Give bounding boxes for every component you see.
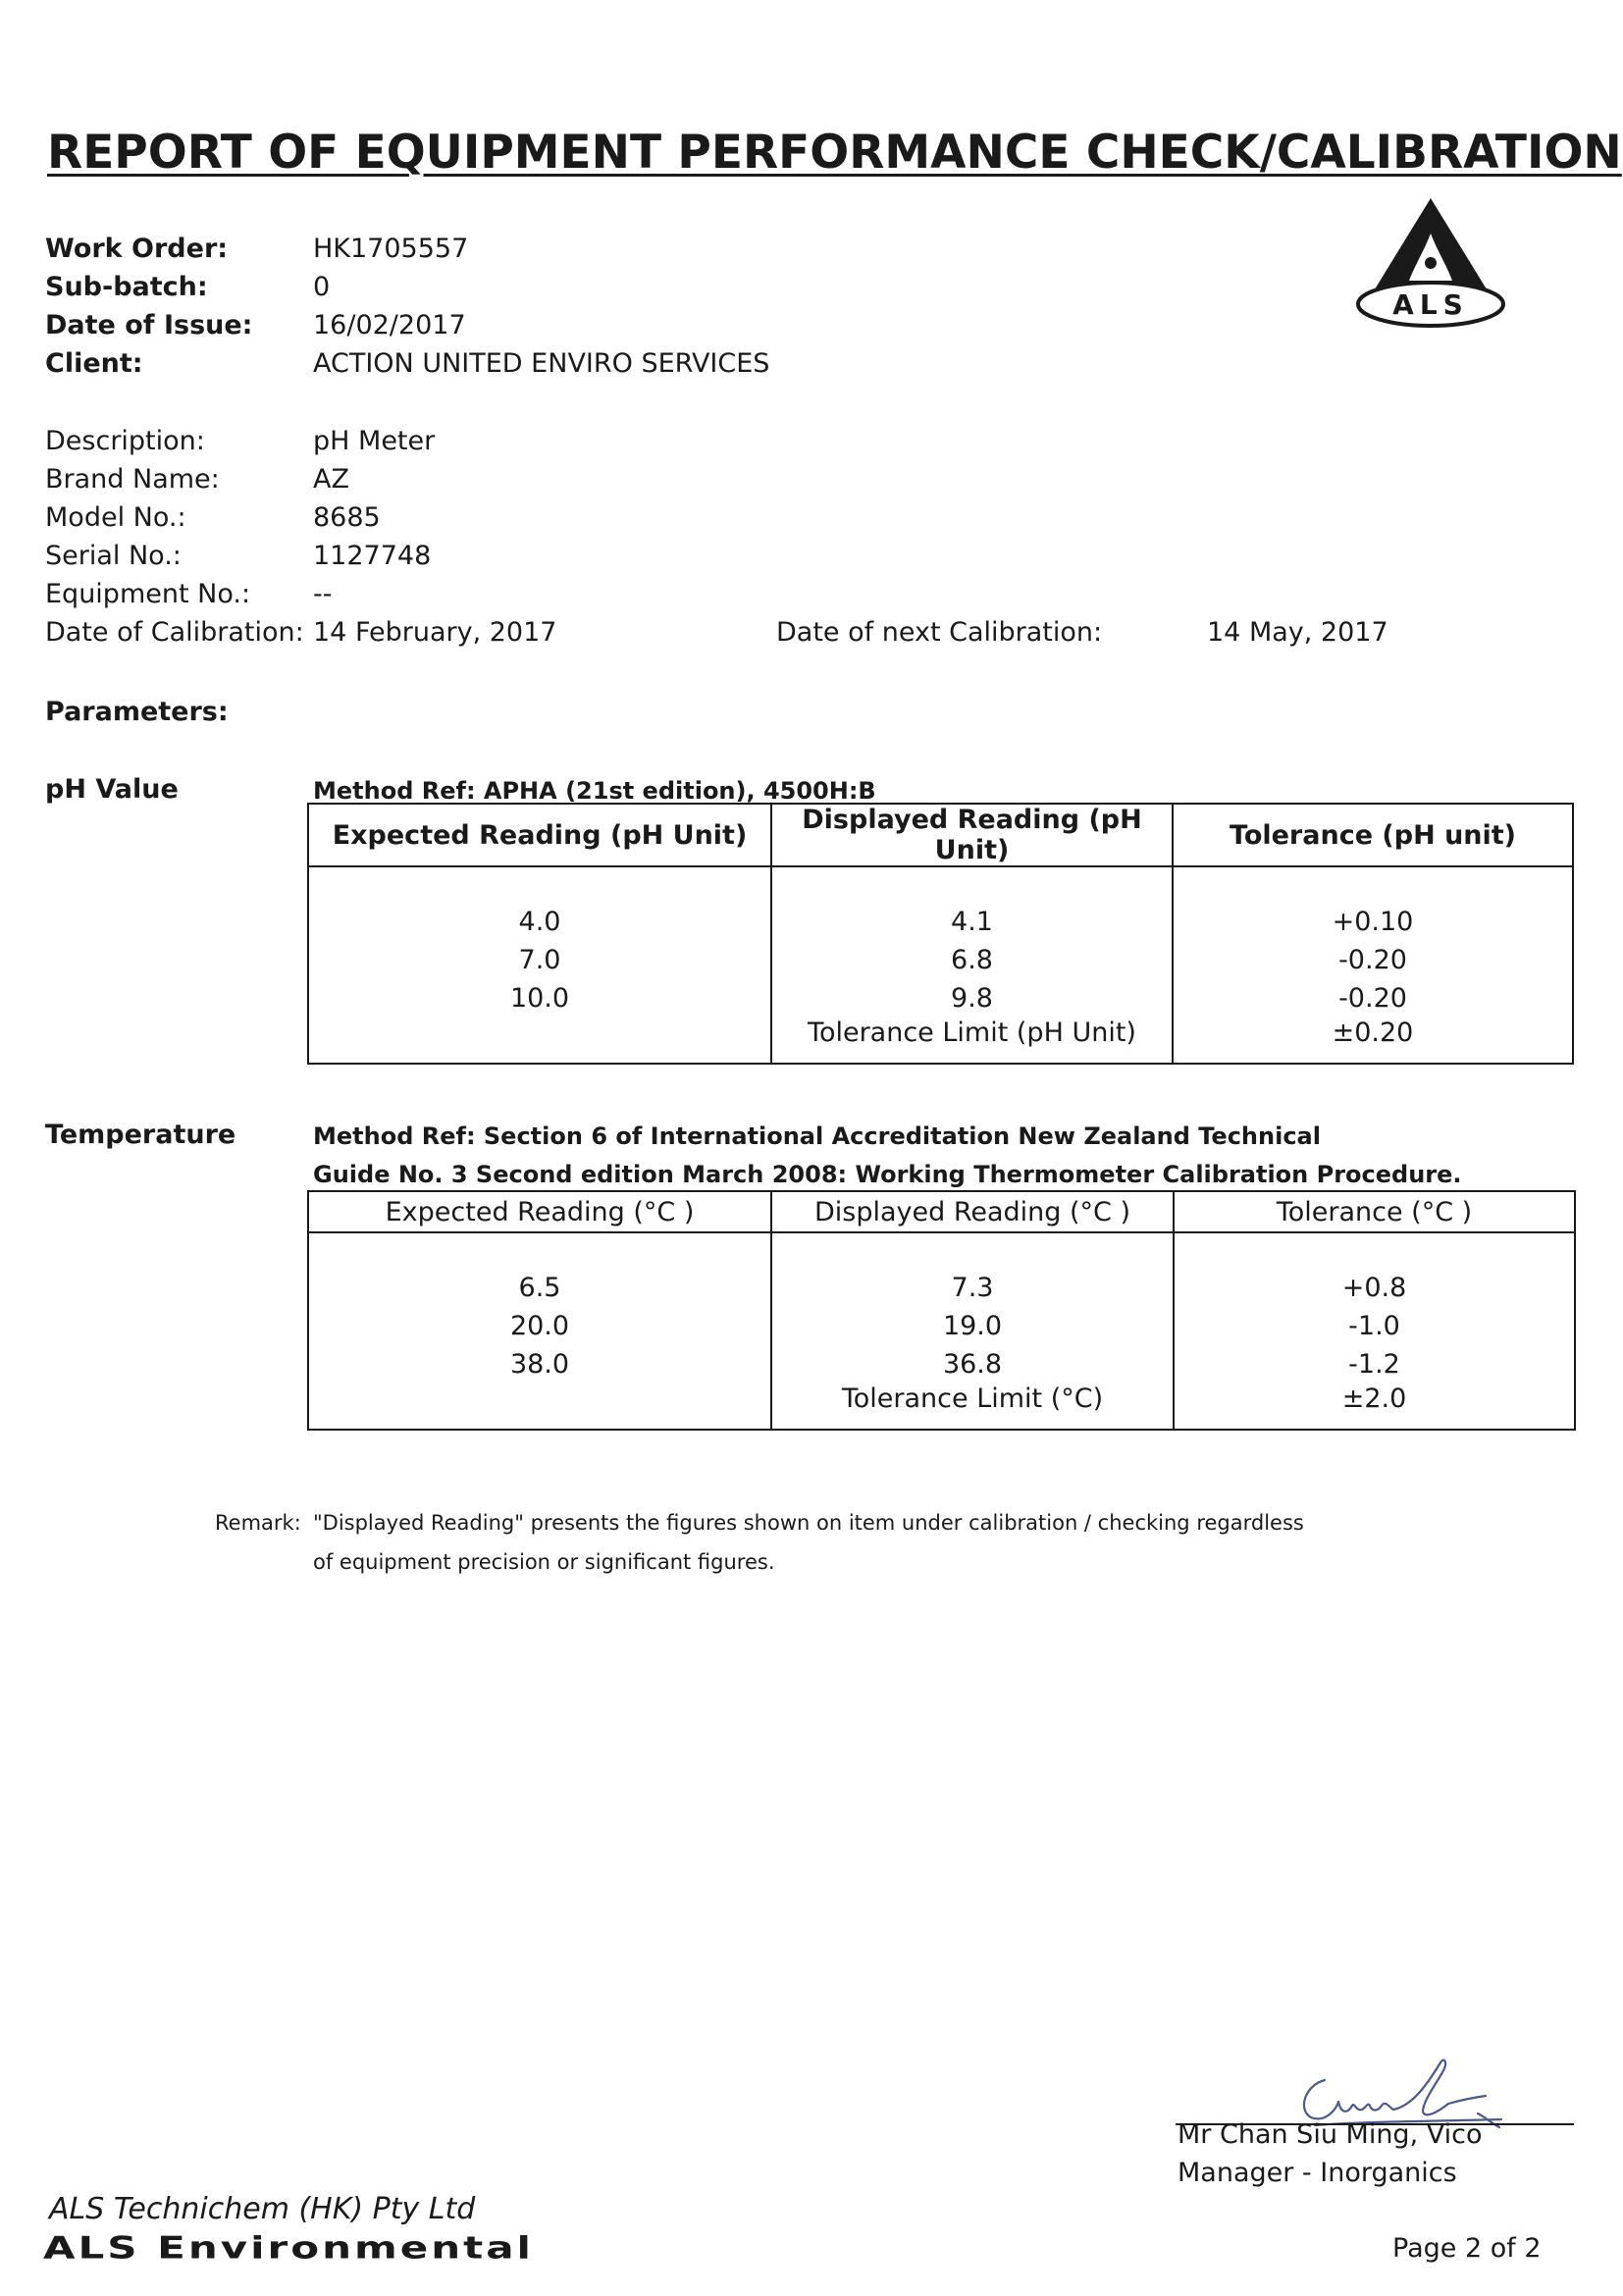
logo-text: ALS bbox=[1392, 288, 1469, 321]
client-label: Client: bbox=[45, 348, 143, 379]
ph-tolerance-values: +0.10 -0.20 -0.20 bbox=[1332, 907, 1414, 1014]
ph-tolerance-limit-label: Tolerance Limit (pH Unit) bbox=[771, 1018, 1173, 1064]
ph-displayed-values: 4.1 6.8 9.8 bbox=[951, 907, 993, 1014]
temp-header-expected: Expected Reading (°C ) bbox=[308, 1191, 771, 1232]
model-no-value: 8685 bbox=[313, 502, 381, 533]
temp-header-tolerance: Tolerance (°C ) bbox=[1174, 1191, 1575, 1232]
date-of-calibration-label: Date of Calibration: bbox=[45, 617, 304, 648]
page-number: Page 2 of 2 bbox=[1392, 2233, 1542, 2264]
temp-expected-values: 6.5 20.0 38.0 bbox=[509, 1273, 570, 1380]
date-of-issue-label: Date of Issue: bbox=[45, 310, 253, 340]
temp-limit-blank bbox=[308, 1383, 771, 1430]
brand-name-value: AZ bbox=[313, 464, 349, 495]
report-title: REPORT OF EQUIPMENT PERFORMANCE CHECK/CALIBRATION bbox=[47, 126, 1622, 180]
work-order-label: Work Order: bbox=[45, 234, 229, 264]
temperature-method-ref-line2: Guide No. 3 Second edition March 2008: Working Thermometer Calibration Procedure. bbox=[313, 1161, 1462, 1188]
work-order-value: HK1705557 bbox=[313, 234, 469, 264]
company-name: ALS Technichem (HK) Pty Ltd bbox=[49, 2192, 476, 2226]
date-of-calibration-value: 14 February, 2017 bbox=[313, 617, 557, 648]
ph-expected-values: 4.0 7.0 10.0 bbox=[509, 907, 570, 1014]
ph-tolerance-limit-value: ±0.20 bbox=[1173, 1018, 1573, 1064]
next-calibration-label: Date of next Calibration: bbox=[776, 617, 1103, 648]
description-value: pH Meter bbox=[313, 426, 436, 456]
serial-no-value: 1127748 bbox=[313, 541, 432, 571]
client-value: ACTION UNITED ENVIRO SERVICES bbox=[313, 348, 770, 379]
temp-tolerance-limit-label: Tolerance Limit (°C) bbox=[771, 1383, 1174, 1430]
ph-limit-blank bbox=[308, 1018, 771, 1064]
sub-batch-value: 0 bbox=[313, 272, 331, 302]
description-label: Description: bbox=[45, 426, 205, 456]
ph-method-ref: Method Ref: APHA (21st edition), 4500H:B bbox=[313, 777, 876, 805]
ph-header-tolerance: Tolerance (pH unit) bbox=[1173, 804, 1573, 866]
ph-calibration-table bbox=[307, 803, 1574, 1065]
remark-label: Remark: bbox=[215, 1511, 301, 1535]
brand-name-label: Brand Name: bbox=[45, 464, 220, 495]
temp-displayed-values: 7.3 19.0 36.8 bbox=[942, 1273, 1003, 1380]
next-calibration-value: 14 May, 2017 bbox=[1207, 617, 1388, 648]
date-of-issue-value: 16/02/2017 bbox=[313, 310, 466, 340]
temp-header-displayed: Displayed Reading (°C ) bbox=[771, 1191, 1174, 1232]
model-no-label: Model No.: bbox=[45, 502, 186, 533]
als-environmental-logo: ALS Environmental bbox=[43, 2229, 534, 2266]
remark-line2: of equipment precision or significant figures. bbox=[313, 1550, 775, 1574]
temp-tolerance-values: +0.8 -1.0 -1.2 bbox=[1341, 1273, 1407, 1380]
temperature-section-label: Temperature bbox=[45, 1120, 236, 1150]
signatory-name: Mr Chan Siu Ming, Vico bbox=[1178, 2119, 1483, 2150]
signatory-title: Manager - Inorganics bbox=[1178, 2158, 1457, 2188]
temperature-calibration-table bbox=[307, 1190, 1576, 1431]
ph-header-displayed: Displayed Reading (pH Unit) bbox=[771, 804, 1173, 866]
parameters-label: Parameters: bbox=[45, 697, 229, 727]
temperature-method-ref-line1: Method Ref: Section 6 of International Accreditation New Zealand Technical bbox=[313, 1122, 1321, 1150]
equipment-no-value: -- bbox=[313, 579, 333, 609]
remark-line1: "Displayed Reading" presents the figures shown on item under calibration / checking regardless bbox=[313, 1511, 1304, 1535]
sub-batch-label: Sub-batch: bbox=[45, 272, 208, 302]
serial-no-label: Serial No.: bbox=[45, 541, 182, 571]
als-triangle-logo bbox=[1352, 194, 1509, 330]
ph-header-expected: Expected Reading (pH Unit) bbox=[308, 804, 771, 866]
ph-section-label: pH Value bbox=[45, 774, 179, 805]
temp-tolerance-limit-value: ±2.0 bbox=[1174, 1383, 1575, 1430]
equipment-no-label: Equipment No.: bbox=[45, 579, 251, 609]
